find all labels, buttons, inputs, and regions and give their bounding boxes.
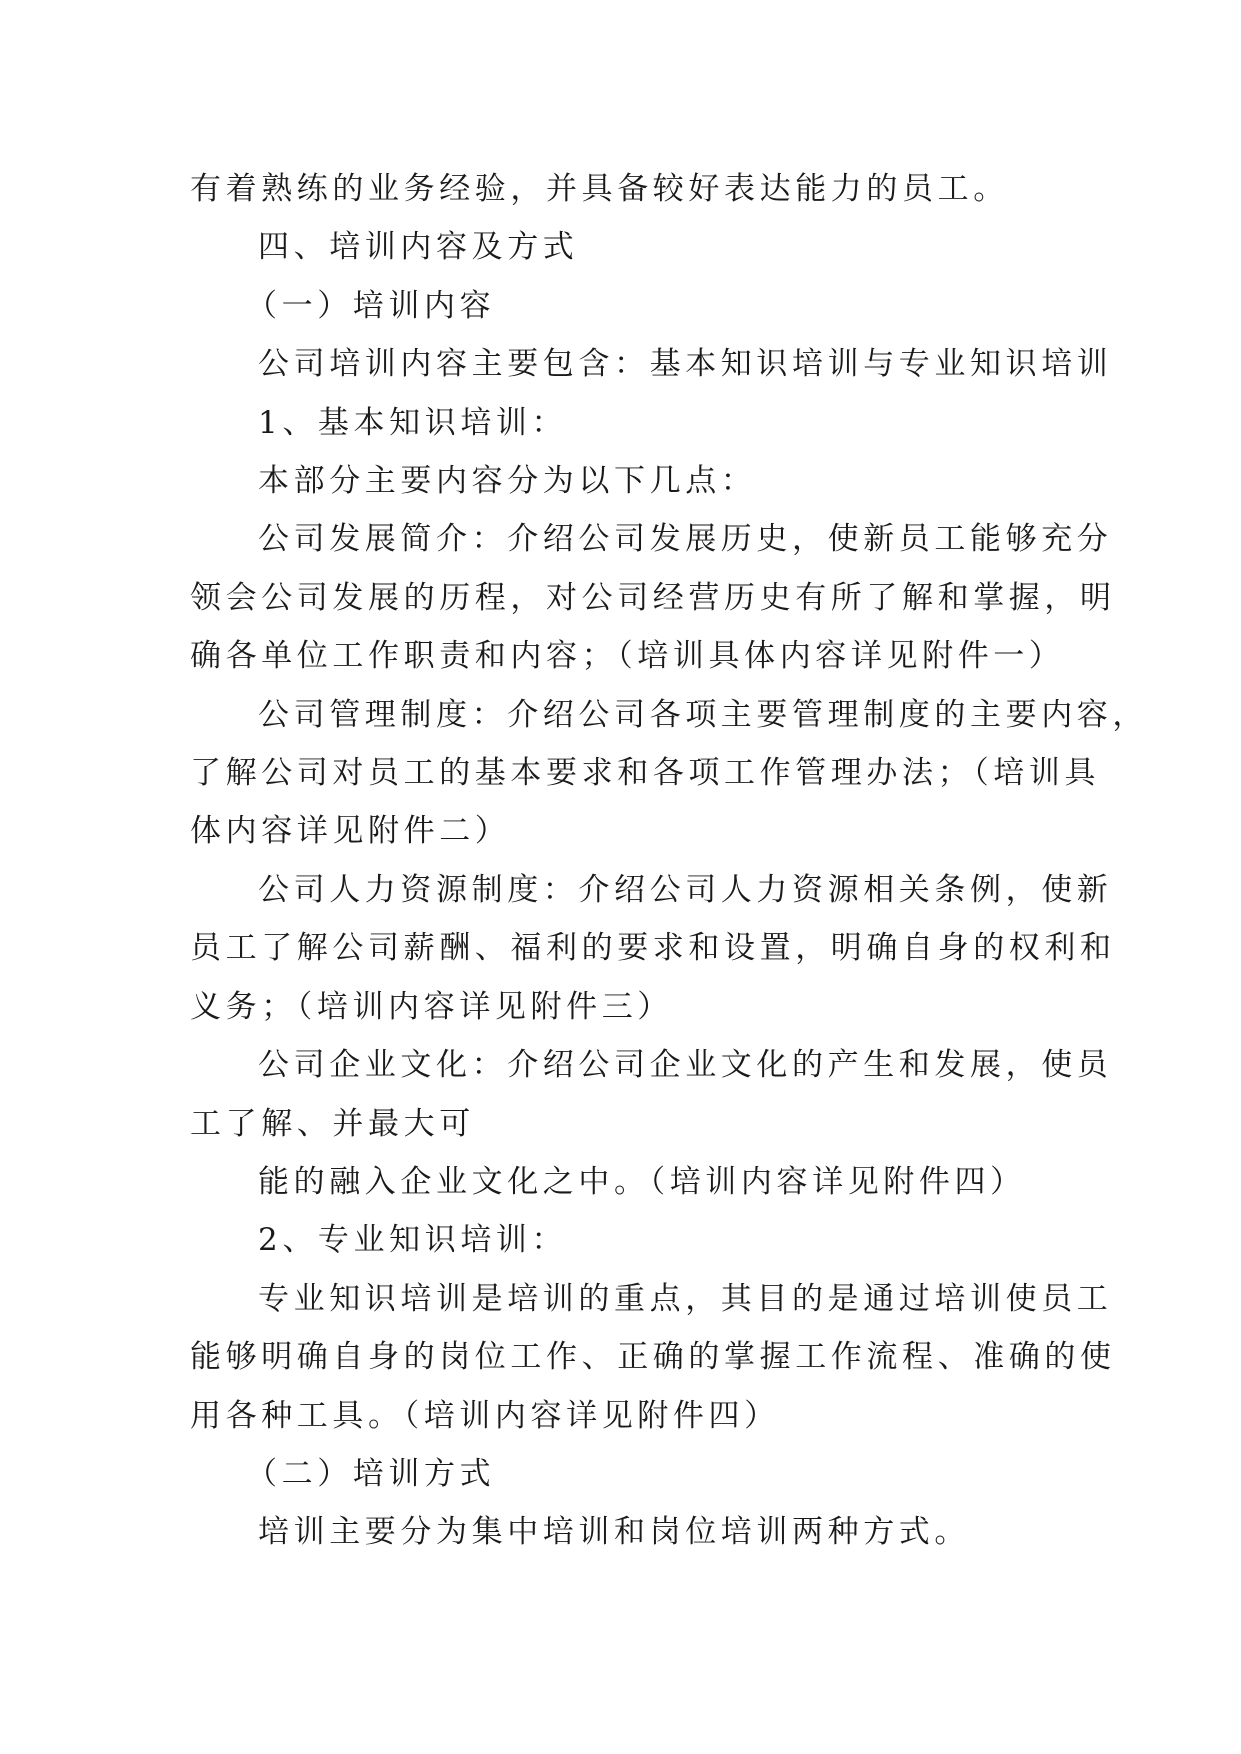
document-body [190,160,1148,1562]
text-line: 工了解、并最大可 [190,1105,475,1142]
text-line: 公司培训内容主要包含：基本知识培训与专业知识培训 [258,346,1113,383]
text-line: 有着熟练的业务经验，并具备较好表达能力的员工。 [190,171,1009,207]
item-heading: 2、专业知识培训： [258,1222,568,1259]
section-heading: 四、培训内容及方式 [258,229,579,266]
subsection-heading: （二）培训方式 [246,1455,496,1492]
text-line: 员工了解公司薪酬、福利的要求和设置，明确自身的权利和 [190,930,1116,967]
text-line: 能够明确自身的岗位工作、正确的掌握工作流程、准确的使 [190,1339,1116,1376]
text-line: 公司人力资源制度：介绍公司人力资源相关条例，使新 [258,871,1113,908]
item-heading: 1、基本知识培训： [258,404,568,441]
text-line: 培训主要分为集中培训和岗位培训两种方式。 [258,1514,970,1551]
text-line: 本部分主要内容分为以下几点： [258,463,757,500]
text-line: 公司管理制度：介绍公司各项主要管理制度的主要内容， [258,696,1148,733]
subsection-heading: （一）培训内容 [246,287,496,324]
text-line: 领会公司发展的历程，对公司经营历史有所了解和掌握，明 [190,579,1116,616]
text-line: 用各种工具。（培训内容详见附件四） [190,1397,780,1434]
text-line: 专业知识培训是培训的重点，其目的是通过培训使员工 [258,1280,1113,1317]
text-line: 体内容详见附件二） [190,813,511,850]
text-line: 确各单位工作职责和内容；（培训具体内容详见附件一） [190,638,1065,675]
text-line: 公司发展简介：介绍公司发展历史，使新员工能够充分 [258,521,1113,558]
text-line: 义务；（培训内容详见附件三） [190,988,673,1025]
text-line: 能的融入企业文化之中。（培训内容详见附件四） [258,1163,1026,1200]
text-line: 了解公司对员工的基本要求和各项工作管理办法；（培训具 [190,755,1101,792]
text-line: 公司企业文化：介绍公司企业文化的产生和发展，使员 [258,1047,1113,1084]
